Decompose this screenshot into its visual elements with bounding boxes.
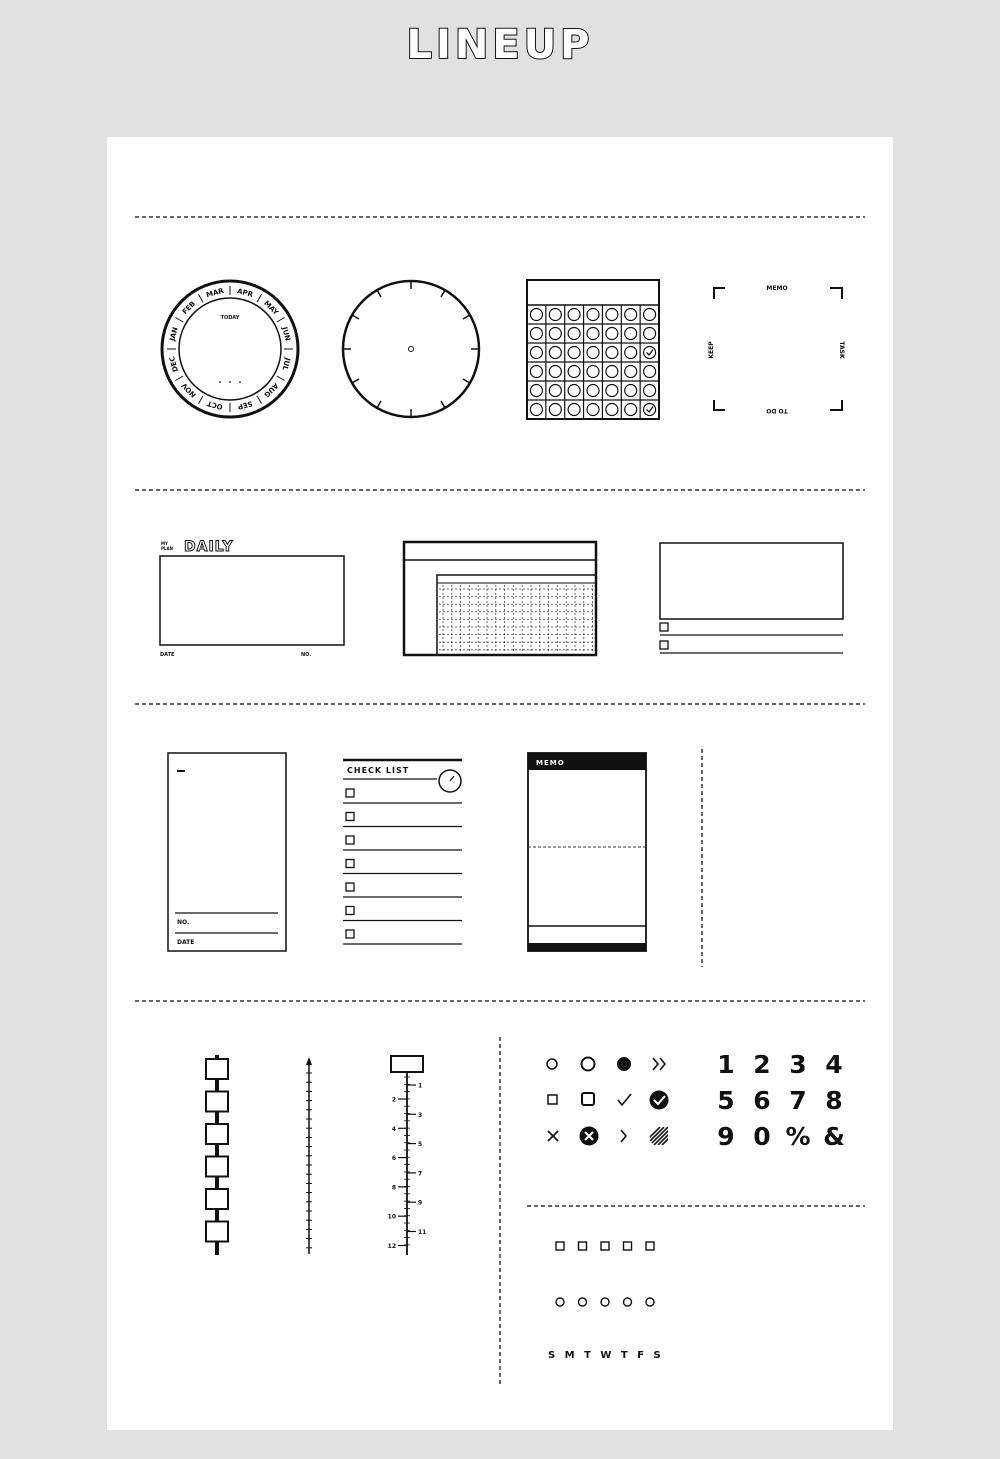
calendar-cell-circle [530, 309, 542, 321]
small-square-icon [556, 1242, 564, 1250]
month-separator [175, 318, 183, 323]
ruler-tick-label: 11 [418, 1229, 427, 1236]
ruler-tick-label: 7 [418, 1170, 423, 1178]
calendar-cell-circle [644, 309, 656, 321]
number-stamp: 4 [825, 1050, 843, 1079]
number-stamp: 8 [825, 1086, 843, 1115]
month-separator [277, 318, 285, 323]
checkbox-icon [346, 789, 354, 797]
calendar-cell-circle [568, 404, 580, 416]
number-stamps [717, 1050, 845, 1151]
daily-plan-no-label: NO. [301, 652, 312, 658]
calendar-cell-circle [549, 385, 561, 397]
section-dividers [135, 217, 865, 1387]
month-label: AUG [262, 381, 280, 399]
memo-frame-left: KEEP [708, 341, 715, 359]
ruler-tick-label: 6 [391, 1155, 396, 1163]
small-square-icon [646, 1242, 654, 1250]
daily-plan-stamp [160, 539, 344, 658]
clock-tick [441, 401, 445, 408]
month-label: JUN [280, 326, 292, 342]
ruler-tick-label: 2 [391, 1096, 396, 1104]
checkbox-icon [346, 930, 354, 938]
check-icon [618, 1094, 631, 1105]
today-label: TODAY [220, 315, 240, 321]
month-separator [277, 376, 285, 381]
month-separator [199, 396, 204, 404]
double-chevron-icon [653, 1058, 665, 1070]
checkbox-icon [346, 883, 354, 891]
calendar-grid-stamp [527, 280, 659, 419]
chain-square [206, 1092, 228, 1112]
symbol-stamps [547, 1057, 680, 1146]
month-label: MAR [205, 286, 225, 300]
clock-stamp [343, 281, 479, 417]
month-label: FEB [180, 299, 198, 317]
calendar-cell-circle [625, 328, 637, 340]
small-circle-icon [556, 1298, 564, 1306]
small-circle-icon [624, 1298, 632, 1306]
calendar-cell-circle [625, 309, 637, 321]
small-square-icon [624, 1242, 632, 1250]
ruler-tick-label: 5 [418, 1141, 423, 1149]
number-stamp: % [785, 1122, 811, 1151]
note-card-date-label: DATE [177, 939, 195, 946]
calendar-cell-circle [606, 366, 618, 378]
calendar-cell-circle [644, 328, 656, 340]
numbered-ruler-stamp [388, 1056, 427, 1255]
chain-square [206, 1157, 228, 1177]
number-stamp: 6 [753, 1086, 771, 1115]
clock-tick [463, 315, 470, 319]
calendar-cell-circle [587, 347, 599, 359]
calendar-cell-circle [587, 385, 599, 397]
calendar-cell-circle [568, 328, 580, 340]
calendar-cell-circle [606, 309, 618, 321]
cross-icon [548, 1131, 558, 1141]
calendar-cell-circle [568, 347, 580, 359]
number-stamp: 5 [717, 1086, 735, 1115]
small-square-icon [601, 1242, 609, 1250]
calendar-cell-circle [587, 366, 599, 378]
month-separator [199, 294, 204, 302]
month-label: NOV [180, 381, 198, 399]
month-label: MAY [262, 299, 280, 317]
calendar-cell-circle [568, 385, 580, 397]
calendar-cell-circle [549, 366, 561, 378]
calendar-cell-circle [549, 347, 561, 359]
small-square-icon [579, 1242, 587, 1250]
month-label: JUL [280, 356, 292, 372]
square-icon [548, 1095, 557, 1104]
memo-frame-top: MEMO [766, 285, 788, 292]
calendar-cell-circle [587, 328, 599, 340]
clock-tick [377, 401, 381, 408]
month-labels [167, 286, 293, 412]
daily-plan-prefix-1: MY [161, 541, 168, 546]
stamp-lineup-drawing [107, 137, 893, 1430]
daily-plan-date-label: DATE [160, 652, 175, 658]
month-label: SEP [236, 399, 254, 411]
calendar-cell-circle [530, 347, 542, 359]
ruler-tick-label: 12 [387, 1243, 396, 1250]
calendar-cell-circle [587, 404, 599, 416]
note-card-stamp [168, 753, 286, 951]
number-stamp: 0 [753, 1122, 771, 1151]
month-label: APR [236, 287, 254, 299]
small-marks [556, 1242, 654, 1306]
calendar-cell-circle [644, 366, 656, 378]
calendar-cell-circle [625, 404, 637, 416]
month-separator [257, 396, 262, 404]
ruler-tick-label: 3 [418, 1111, 423, 1119]
number-stamp: 7 [789, 1086, 807, 1115]
memo-pad-stamp [528, 753, 646, 951]
small-circle-icon [601, 1298, 609, 1306]
filled-circle-icon [617, 1057, 631, 1071]
cross-circle-icon [580, 1127, 599, 1146]
calendar-cell-circle [606, 404, 618, 416]
chain-square [206, 1222, 228, 1242]
small-circle-icon [646, 1298, 654, 1306]
month-separator [175, 376, 183, 381]
month-label: JAN [168, 326, 180, 342]
ruler-tick-label: 4 [391, 1125, 396, 1133]
checkbox-icon [346, 907, 354, 915]
check-icon [647, 407, 654, 413]
chain-square [206, 1189, 228, 1209]
month-ring-stamp [162, 281, 298, 417]
clock-tick [377, 290, 381, 297]
calendar-cell-circle [625, 347, 637, 359]
memo-frame-stamp [708, 285, 845, 414]
calendar-cell-circle [568, 309, 580, 321]
calendar-cell-circle [644, 347, 656, 359]
chain-square [206, 1059, 228, 1079]
checkbox-icon [346, 813, 354, 821]
check-circle-icon [650, 1091, 669, 1110]
month-separator [257, 294, 262, 302]
number-stamp: 3 [789, 1050, 807, 1079]
calendar-cell-circle [606, 347, 618, 359]
calendar-cell-circle [549, 404, 561, 416]
weekday-labels: S M T W T F S [548, 1350, 664, 1361]
arrow-ruler-stamp [306, 1057, 312, 1254]
chain-square [206, 1124, 228, 1144]
ruler-tick-label: 1 [418, 1082, 423, 1090]
checkbox-icon [346, 836, 354, 844]
calendar-cell-circle [530, 404, 542, 416]
calendar-cell-circle [549, 328, 561, 340]
checkbox-icon [346, 860, 354, 868]
open-circle-icon [547, 1059, 557, 1069]
timetable-stamp [404, 542, 596, 655]
calendar-cell-circle [587, 309, 599, 321]
memo-pad-title: MEMO [536, 759, 565, 767]
calendar-cell-circle [568, 366, 580, 378]
hatched-square-icon [642, 1127, 680, 1145]
number-stamp: 2 [753, 1050, 771, 1079]
ruler-tick-label: 10 [387, 1213, 396, 1221]
number-stamp: & [823, 1122, 845, 1151]
check-icon [647, 350, 654, 356]
clock-tick [441, 290, 445, 297]
memo-frame-right: TASK [838, 341, 845, 359]
calendar-cell-circle [606, 328, 618, 340]
clock-tick [463, 379, 470, 383]
memo-checkbox-stamp [660, 543, 843, 653]
ruler-tick-label: 9 [418, 1199, 423, 1207]
chevron-right-icon [621, 1130, 626, 1142]
lineup-sheet [107, 137, 893, 1430]
check-list-stamp [343, 760, 462, 944]
clock-tick [352, 315, 359, 319]
ruler-tick-label: 8 [391, 1184, 396, 1192]
month-label: DEC [168, 355, 180, 373]
small-circle-icon [579, 1298, 587, 1306]
number-stamp: 9 [717, 1122, 735, 1151]
clock-tick [352, 379, 359, 383]
daily-plan-prefix-2: PLAN [161, 546, 173, 551]
calendar-cell-circle [530, 328, 542, 340]
calendar-cell-circle [625, 366, 637, 378]
number-stamp: 1 [717, 1050, 735, 1079]
square-chain-stamp [206, 1055, 228, 1255]
calendar-cell-circle [606, 385, 618, 397]
calendar-cell-circle [549, 309, 561, 321]
page-title: LINEUP [406, 22, 594, 68]
month-label: OCT [206, 399, 224, 411]
bold-square-icon [582, 1093, 594, 1105]
calendar-cell-circle [644, 404, 656, 416]
check-list-title: CHECK LIST [347, 766, 410, 775]
note-card-no-label: NO. [177, 919, 190, 926]
memo-frame-bottom: TO DO [766, 407, 788, 414]
daily-plan-title: DAILY [184, 539, 234, 555]
calendar-cell-circle [530, 366, 542, 378]
calendar-cell-circle [625, 385, 637, 397]
calendar-cell-circle [530, 385, 542, 397]
calendar-cell-circle [644, 385, 656, 397]
bold-circle-icon [582, 1058, 595, 1071]
